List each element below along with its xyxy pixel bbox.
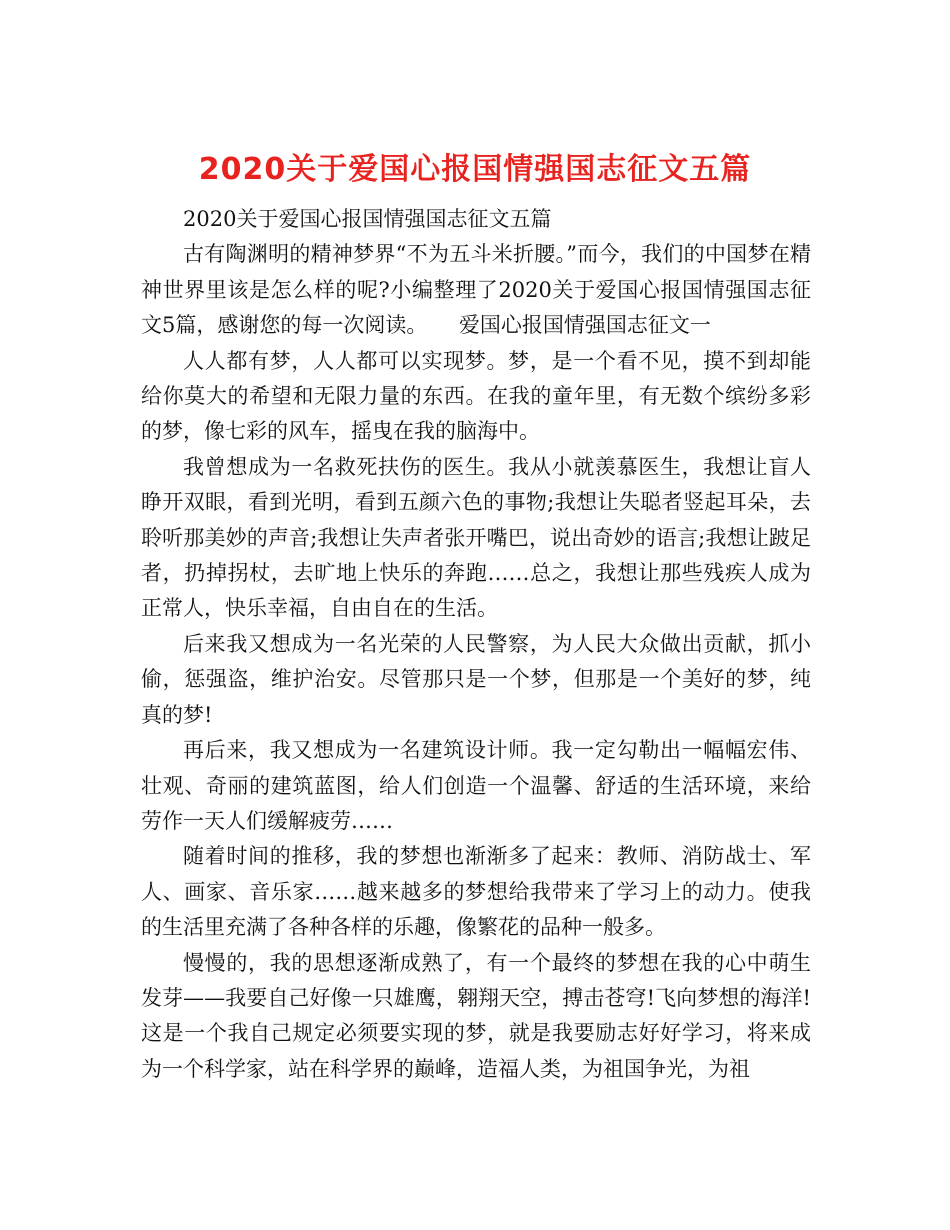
paragraph-police: 后来我又想成为一名光荣的人民警察，为人民大众做出贡献，抓小偷，惩强盗，维护治安。尽管那只是一个梦，但那是一个美好的梦，纯真的梦! <box>141 631 811 727</box>
paragraph-subtitle: 2020关于爱国心报国情强国志征文五篇 <box>183 207 552 231</box>
document-body <box>141 202 811 1087</box>
paragraph-dreams: 人人都有梦，人人都可以实现梦。梦，是一个看不见，摸不到却能给你莫大的希望和无限力量的东西。在我的童年里，有无数个缤纷多彩的梦，像七彩的风车，摇曳在我的脑海中。 <box>141 348 811 444</box>
paragraph-doctor: 我曾想成为一名救死扶伤的医生。我从小就羡慕医生，我想让盲人睁开双眼，看到光明，看到五颜六色的事物;我想让失聪者竖起耳朵，去聆听那美妙的声音;我想让失声者张开嘴巴，说出奇妙的语言;我想让跛足者，扔掉拐杖，去旷地上快乐的奔跑……总之，我想让那些残疾人成为正常人，快乐幸福，自由自在的生活。 <box>141 454 811 621</box>
paragraph-architect: 再后来，我又想成为一名建筑设计师。我一定勾勒出一幅幅宏伟、壮观、奇丽的建筑蓝图，给人们创造一个温馨、舒适的生活环境，来给劳作一天人们缓解疲劳…… <box>141 738 811 833</box>
paragraph-many-dreams: 随着时间的推移，我的梦想也渐渐多了起来：教师、消防战士、军人、画家、音乐家……越来越多的梦想给我带来了学习上的动力。使我的生活里充满了各种各样的乐趣，像繁花的品种一般多。 <box>141 844 811 940</box>
document-title: 2020关于爱国心报国情强国志征文五篇 <box>198 152 752 188</box>
paragraph-final-dream: 慢慢的，我的思想逐渐成熟了，有一个最终的梦想在我的心中萌生发芽——我要自己好像一只雄鹰，翱翔天空，搏击苍穹!飞向梦想的海洋!这是一个我自己规定必须要实现的梦，就是我要励志好好学习，将来成为一个科学家，站在科学界的巅峰，造福人类，为祖国争光，为祖 <box>141 950 811 1081</box>
paragraph-intro: 古有陶渊明的精神梦界“不为五斗米折腰。”而今，我们的中国梦在精神世界里该是怎么样的呢?小编整理了2020关于爱国心报国情强国志征文5篇，感谢您的每一次阅读。 爱国心报国情强国志征文一 <box>141 242 811 338</box>
